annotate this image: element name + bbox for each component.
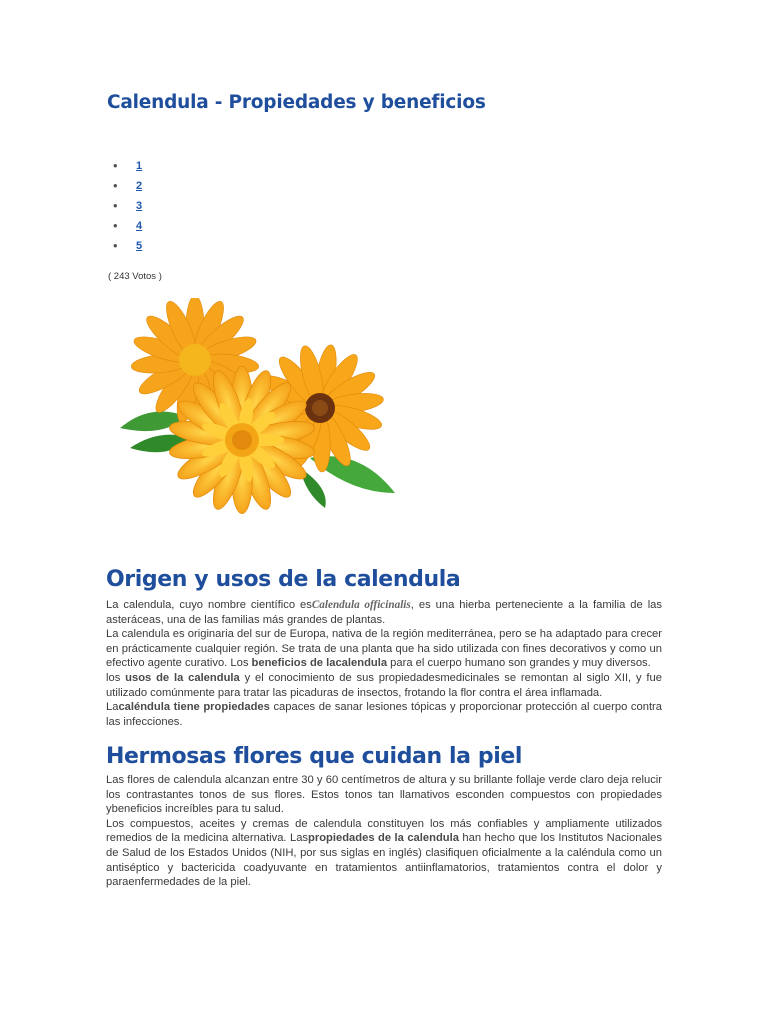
rating-item bbox=[108, 217, 142, 237]
text-span: han hecho que los Institutos Nacionales de Salud de los Estados Unidos (NIH, por sus siglas en inglés) clasifiquen oficialmente a la caléndula como un antiséptico y bactericida coadyuvante en tratamientos antiinflamatorios, tratamientos contra el dolor y paraenfermedades de la piel. bbox=[106, 832, 662, 889]
rating-item bbox=[108, 197, 142, 217]
calendula-flowers-image bbox=[110, 298, 410, 520]
section-heading-origen: Origen y usos de la calendula bbox=[106, 567, 461, 592]
text-span: La calendula, cuyo nombre científico es bbox=[106, 599, 312, 611]
rating-list bbox=[108, 157, 142, 257]
paragraph bbox=[106, 627, 662, 671]
text-span: para el cuerpo humano son grandes y muy diversos. bbox=[387, 657, 651, 670]
section-body-origen bbox=[106, 598, 662, 729]
text-span: los bbox=[106, 671, 126, 684]
page-title: Calendula - Propiedades y beneficios bbox=[107, 92, 486, 113]
text-span: y el conocimiento de sus propiedadesmedicinales se remontan al siglo XII, y fue utilizado comúnmente para tratar las picaduras de insectos, frotando la flor contra el área inflamada. bbox=[106, 671, 662, 699]
section-heading-piel: Hermosas flores que cuidan la piel bbox=[106, 744, 523, 769]
rating-link-2[interactable]: 2 bbox=[136, 180, 143, 192]
paragraph bbox=[106, 817, 662, 890]
rating-link-3[interactable]: 3 bbox=[136, 200, 143, 212]
paragraph: Las flores de calendula alcanzan entre 30 y 60 centímetros de altura y su brillante follaje verde claro deja relucir los contrastantes tonos de sus flores. Estos tonos tan llamativos esconden compuestos con propiedades ybeneficios increíbles para tu salud. bbox=[106, 774, 662, 816]
text-span: La calendula es originaria del sur de Europa, nativa de la región mediterránea, pero se ha adaptado para crecer en prácticamente cualquier región. Se trata de una planta que ha sido utilizada con fines decorativos y como un efectivo agente curativo. Los bbox=[106, 628, 662, 670]
text-span: La bbox=[106, 701, 119, 714]
bold-phrase: caléndula tiene propiedades bbox=[118, 701, 270, 714]
bold-phrase: propiedades de la calendula bbox=[308, 832, 459, 845]
text-span: Los compuestos, aceites y cremas de calendula constituyen los más confiables y ampliamente utilizados remedios de la medicina alternativa. Las bbox=[106, 817, 662, 845]
paragraph bbox=[106, 598, 662, 627]
text-span: , es una hierba perteneciente a la familia de las asteráceas, una de las familias más grandes de plantas. bbox=[106, 599, 662, 626]
rating-link-5[interactable]: 5 bbox=[136, 240, 143, 252]
section-body-piel bbox=[106, 773, 662, 890]
bold-phrase: usos de la calendula bbox=[125, 671, 240, 684]
votes-count: ( 243 Votos ) bbox=[108, 271, 162, 282]
paragraph bbox=[106, 700, 662, 729]
rating-item bbox=[108, 157, 142, 177]
rating-item bbox=[108, 177, 142, 197]
scientific-name: Calendula officinalis bbox=[311, 599, 411, 611]
text-span: capaces de sanar lesiones tópicas y proporcionar protección al cuerpo contra las infecciones. bbox=[106, 701, 662, 728]
rating-link-4[interactable]: 4 bbox=[136, 220, 143, 232]
rating-item bbox=[108, 237, 142, 257]
rating-link-1[interactable]: 1 bbox=[136, 160, 143, 172]
paragraph bbox=[106, 671, 662, 700]
bold-phrase: beneficios de lacalendula bbox=[251, 657, 388, 670]
